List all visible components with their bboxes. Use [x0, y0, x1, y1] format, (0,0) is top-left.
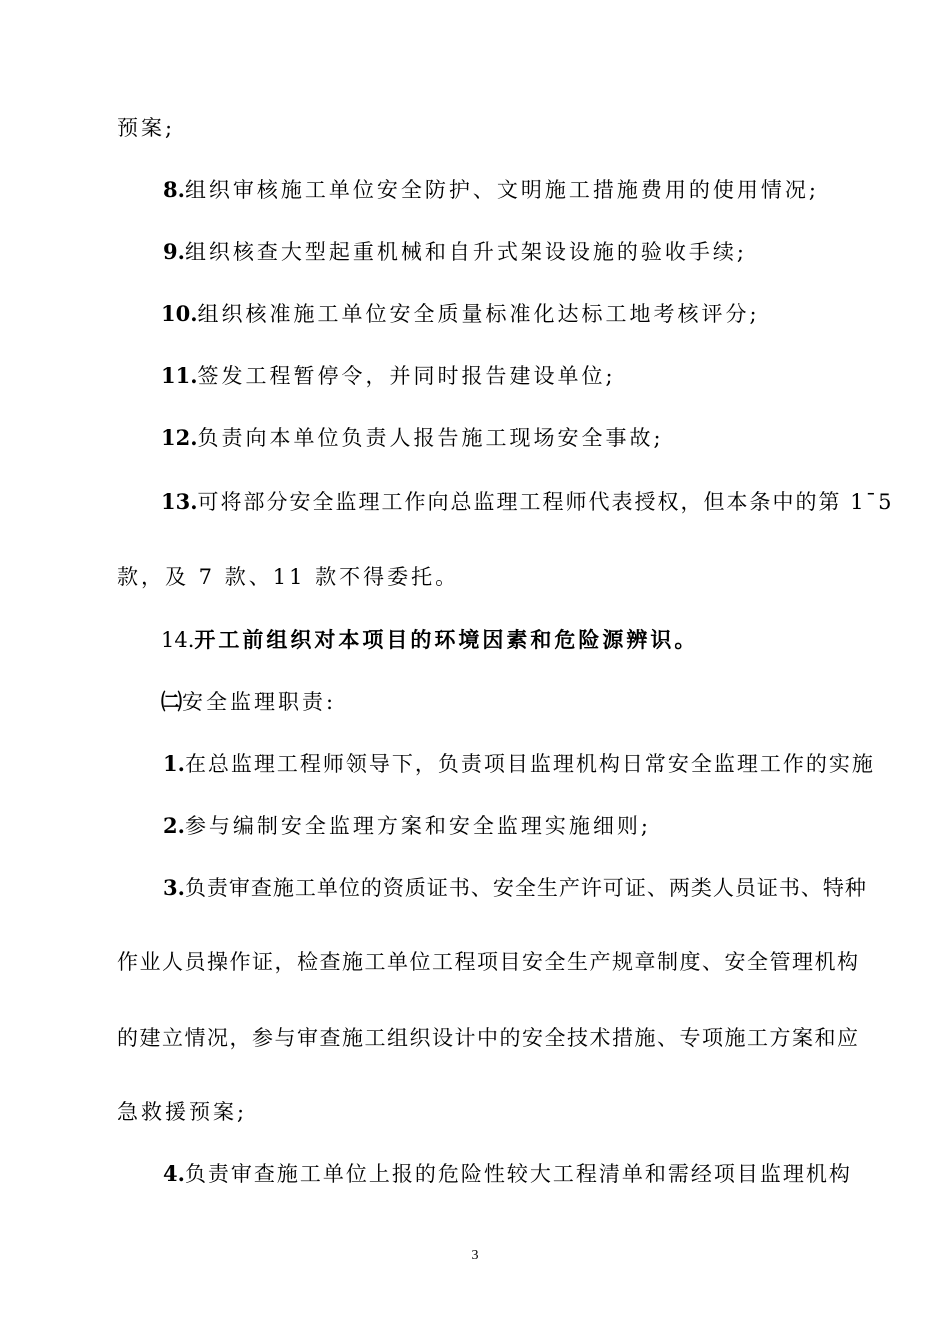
list-item-1	[163, 752, 875, 776]
line-text: 款，及 7 款、11 款不得委托。	[117, 565, 460, 589]
line-text: 组织核查大型起重机械和自升式架设设施的验收手续;	[184, 240, 748, 264]
line-text: 开工前组织对本项目的环境因素和危险源辨识。	[194, 627, 699, 652]
page-number: 3	[471, 1248, 479, 1263]
line-text: 负责审查施工单位上报的危险性较大工程清单和需经项目监理机构	[184, 1162, 852, 1186]
line-text: 组织核准施工单位安全质量标准化达标工地考核评分;	[197, 302, 760, 326]
line-text: 负责向本单位负责人报告施工现场安全事故;	[197, 426, 664, 450]
list-item-10	[161, 302, 760, 326]
line-text: 组织审核施工单位安全防护、文明施工措施费用的使用情况;	[184, 178, 820, 202]
line-text: 的建立情况，参与审查施工组织设计中的安全技术措施、专项施工方案和应	[117, 1026, 860, 1050]
list-item-11	[161, 364, 616, 388]
line-text: 在总监理工程师领导下，负责项目监理机构日常安全监理工作的实施	[184, 752, 875, 776]
item-number: 13.	[161, 489, 198, 514]
list-item-13	[161, 490, 893, 514]
text-line-continuation	[117, 1026, 860, 1050]
section-heading	[161, 690, 336, 714]
list-item-14	[161, 628, 698, 652]
line-text: 安全监理职责:	[182, 690, 337, 714]
line-text: 可将部分安全监理工作向总监理工程师代表授权，但本条中的第 1¯5	[197, 490, 894, 514]
text-line-continuation	[117, 950, 860, 974]
text-line-continuation	[117, 116, 175, 140]
item-number: 4.	[163, 1161, 185, 1186]
line-text: 负责审查施工单位的资质证书、安全生产许可证、两类人员证书、特种	[184, 876, 867, 900]
item-number: 2.	[163, 813, 185, 838]
line-text: 急救援预案;	[117, 1100, 248, 1124]
line-text: 签发工程暂停令，并同时报告建设单位;	[197, 364, 616, 388]
item-number: 12.	[161, 425, 198, 450]
list-item-4	[163, 1162, 852, 1186]
item-number: 11.	[161, 363, 198, 388]
item-number: 10.	[161, 301, 198, 326]
line-text: 预案;	[117, 116, 176, 140]
section-number: ㈡	[161, 689, 182, 714]
list-item-3	[163, 876, 867, 900]
text-line-continuation	[117, 565, 459, 589]
list-item-2	[163, 814, 651, 838]
line-text: 作业人员操作证，检查施工单位工程项目安全生产规章制度、安全管理机构	[117, 950, 860, 974]
item-number: 14.	[161, 628, 195, 652]
item-number: 1.	[163, 751, 185, 776]
list-item-9	[163, 240, 747, 264]
list-item-8	[163, 178, 819, 202]
list-item-12	[161, 426, 664, 450]
line-text: 参与编制安全监理方案和安全监理实施细则;	[184, 814, 652, 838]
text-line-continuation	[117, 1100, 247, 1124]
item-number: 9.	[163, 239, 185, 264]
item-number: 8.	[163, 177, 185, 202]
item-number: 3.	[163, 875, 185, 900]
